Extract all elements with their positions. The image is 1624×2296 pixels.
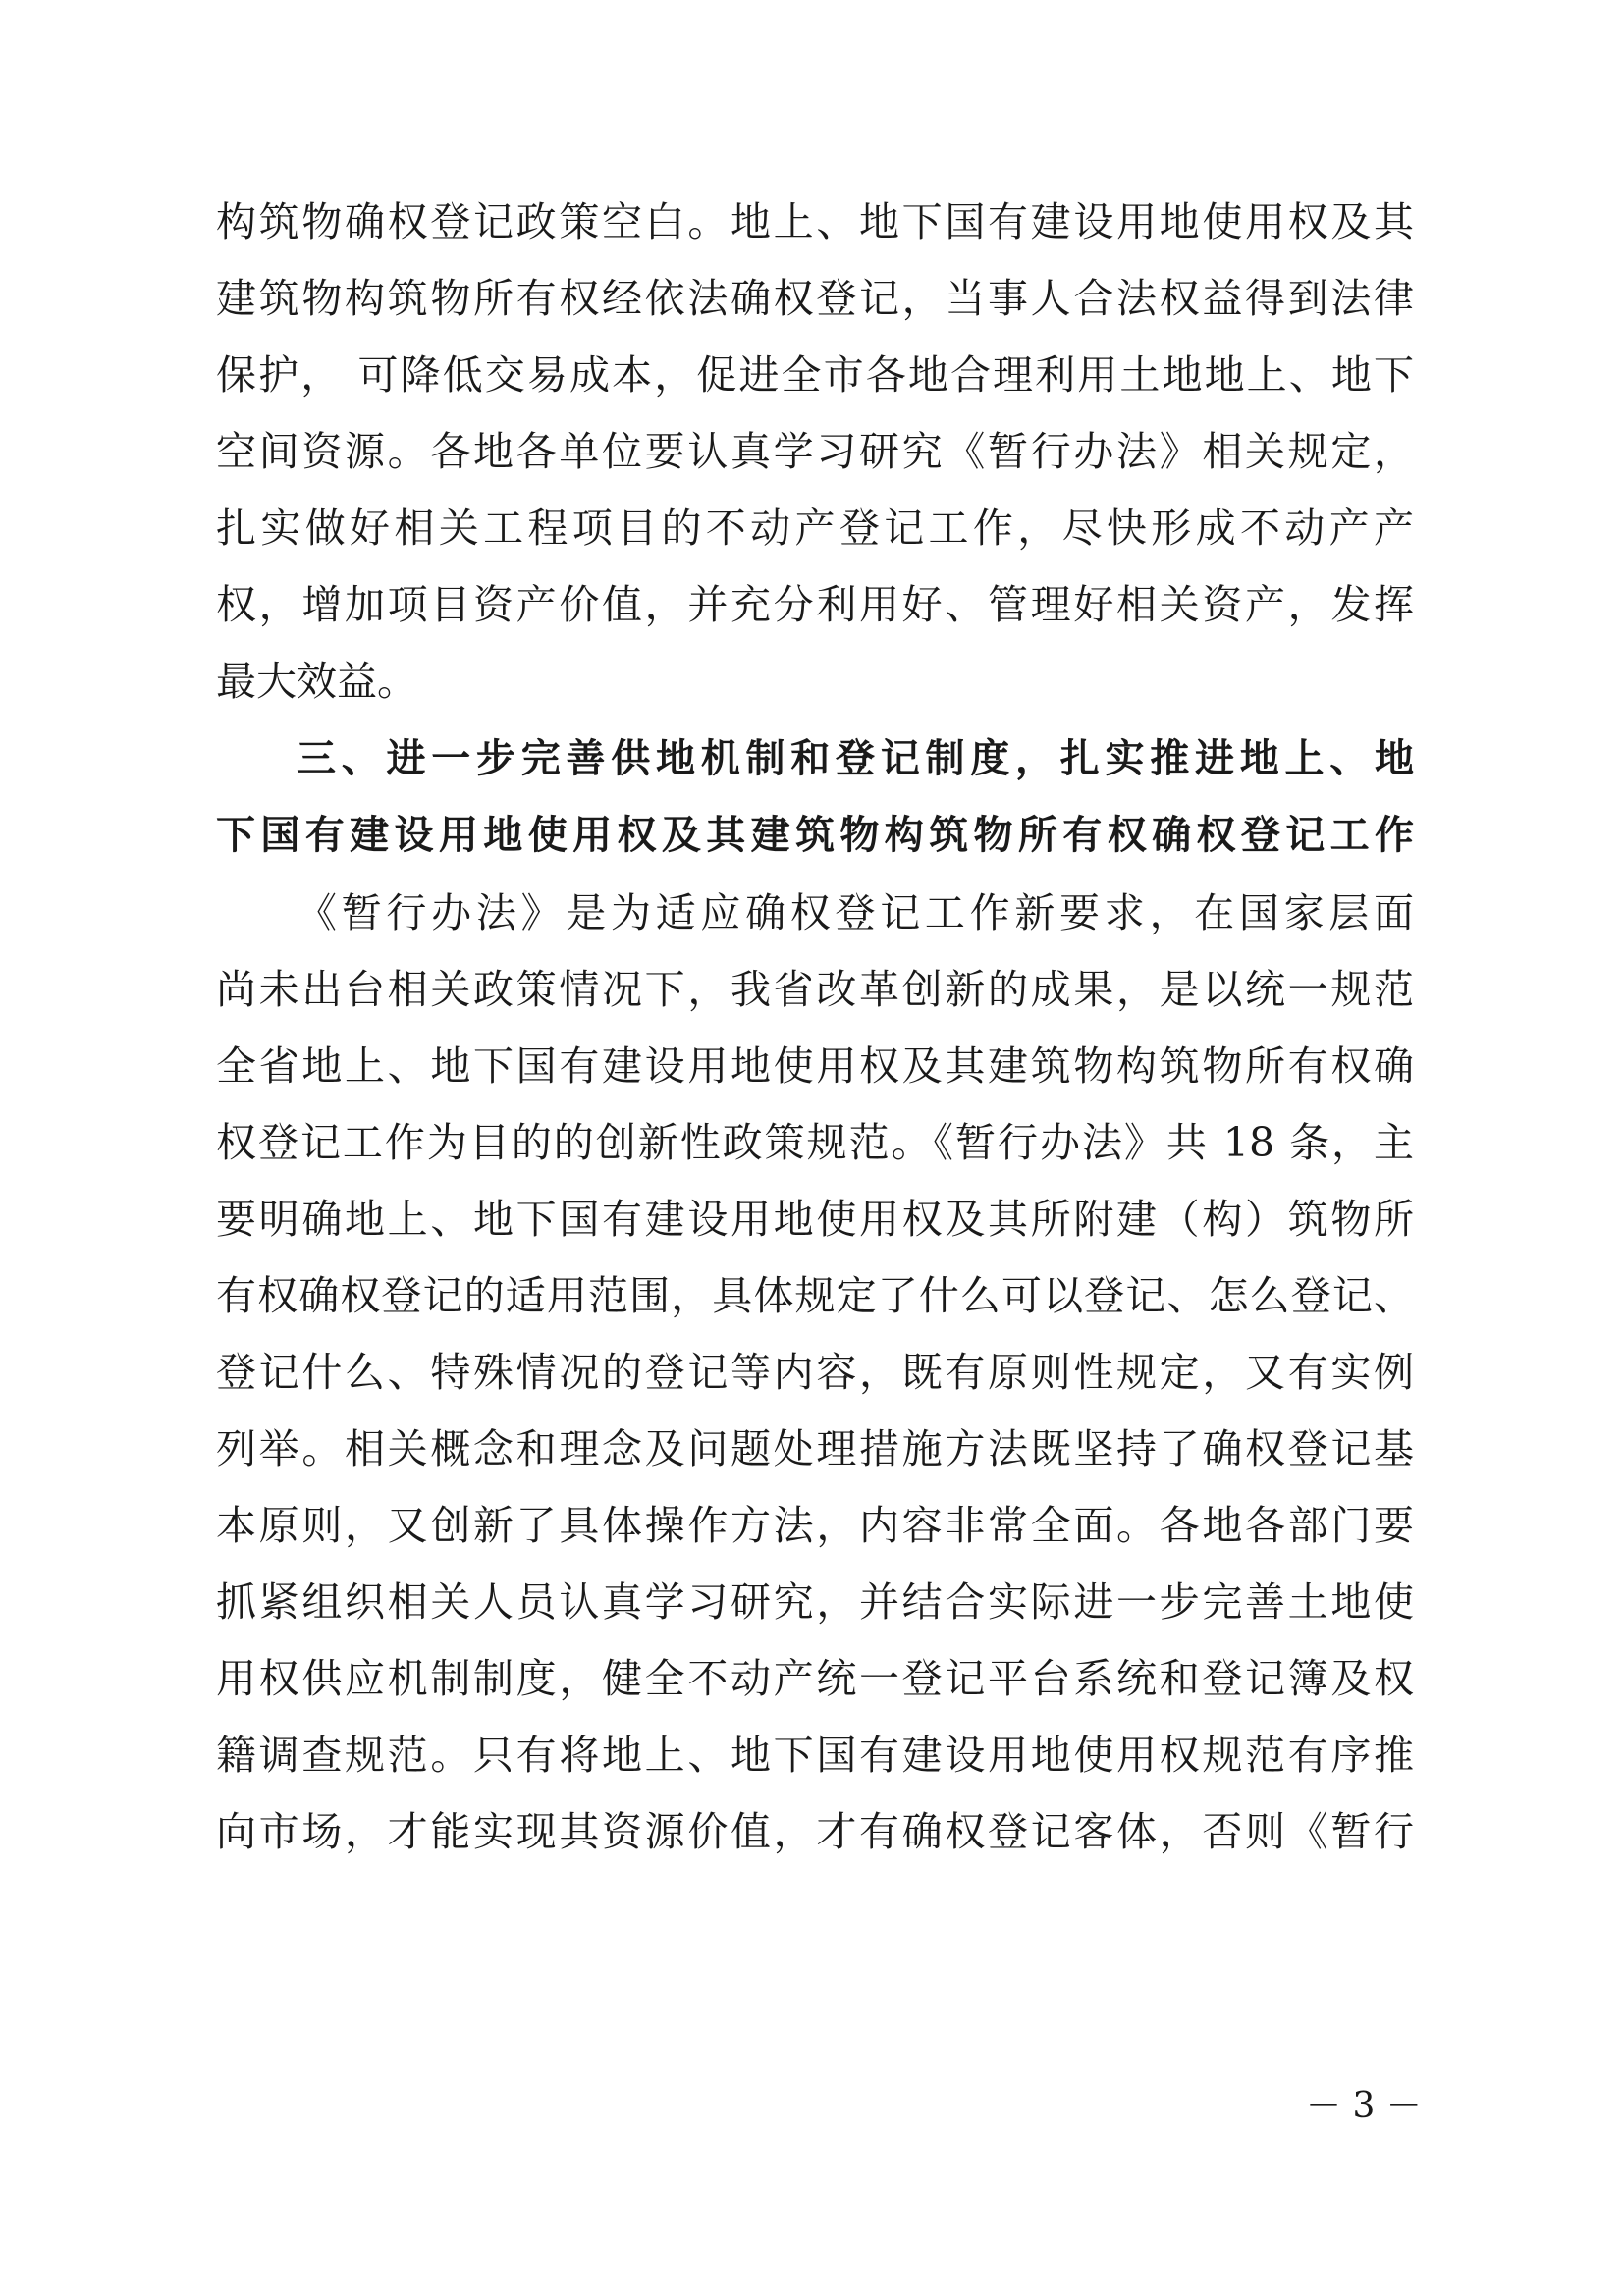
paragraph-2-line-6: 有权确权登记的适用范围，具体规定了什么可以登记、怎么登记、 xyxy=(216,1272,1414,1319)
paragraph-1-line-2: 建筑物构筑物所有权经依法确权登记，当事人合法权益得到法律 xyxy=(216,275,1414,322)
paragraph-2-line-4: 权登记工作为目的的创新性政策规范。《暂行办法》共 18 条，主 xyxy=(216,1119,1414,1166)
section-heading-line-2: 下国有建设用地使用权及其建筑物构筑物所有权确权登记工作 xyxy=(216,813,1414,858)
paragraph-2-line-13: 向市场，才能实现其资源价值，才有确权登记客体，否则《暂行 xyxy=(216,1808,1414,1855)
paragraph-2-line-1: 《暂行办法》是为适应确权登记工作新要求，在国家层面 xyxy=(297,889,1414,936)
paragraph-2-line-9: 本原则，又创新了具体操作方法，内容非常全面。各地各部门要 xyxy=(216,1502,1414,1549)
paragraph-2-line-12: 籍调查规范。只有将地上、地下国有建设用地使用权规范有序推 xyxy=(216,1732,1414,1779)
paragraph-1-line-7: 最大效益。 xyxy=(216,658,417,705)
paragraph-1-line-4: 空间资源。各地各单位要认真学习研究《暂行办法》相关规定， xyxy=(216,428,1414,475)
paragraph-1-line-6: 权，增加项目资产价值，并充分利用好、管理好相关资产，发挥 xyxy=(216,581,1414,628)
paragraph-2-line-10: 抓紧组织相关人员认真学习研究，并结合实际进一步完善土地使 xyxy=(216,1578,1414,1626)
paragraph-2-line-3: 全省地上、地下国有建设用地使用权及其建筑物构筑物所有权确 xyxy=(216,1042,1414,1090)
paragraph-1-line-3: 保护， 可降低交易成本，促进全市各地合理利用土地地上、地下 xyxy=(216,351,1414,399)
section-heading-line-1: 三、进一步完善供地机制和登记制度，扎实推进地上、地 xyxy=(297,736,1414,781)
paragraph-2-line-5: 要明确地上、地下国有建设用地使用权及其所附建（构）筑物所 xyxy=(216,1196,1414,1243)
paragraph-1-line-1: 构筑物确权登记政策空白。地上、地下国有建设用地使用权及其 xyxy=(216,198,1414,245)
paragraph-1-line-5: 扎实做好相关工程项目的不动产登记工作，尽快形成不动产产 xyxy=(216,505,1414,552)
page-number: － 3 － xyxy=(1306,2086,1422,2126)
paragraph-2-line-7: 登记什么、特殊情况的登记等内容，既有原则性规定，又有实例 xyxy=(216,1349,1414,1396)
paragraph-2-line-2: 尚未出台相关政策情况下，我省改革创新的成果，是以统一规范 xyxy=(216,966,1414,1013)
paragraph-2-line-8: 列举。相关概念和理念及问题处理措施方法既坚持了确权登记基 xyxy=(216,1425,1414,1472)
paragraph-2-line-11: 用权供应机制制度，健全不动产统一登记平台系统和登记簿及权 xyxy=(216,1655,1414,1702)
